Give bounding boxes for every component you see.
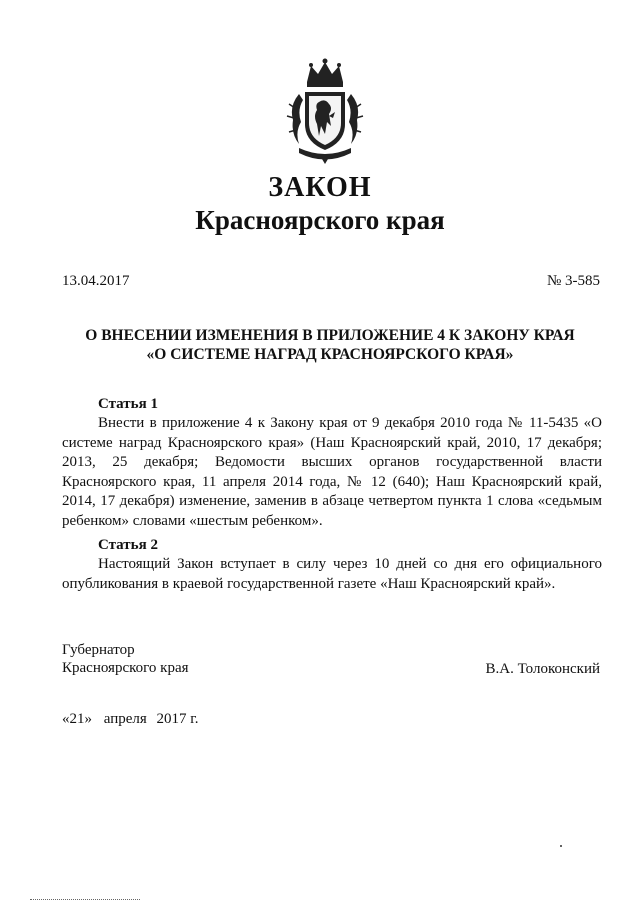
- scan-dot: [560, 845, 562, 847]
- law-heading-line-2: «О СИСТЕМЕ НАГРАД КРАСНОЯРСКОГО КРАЯ»: [146, 346, 514, 363]
- signer-position: Губернатор: [62, 642, 135, 658]
- article-2-text: Настоящий Закон вступает в силу через 10 дней со дня его официального опубликования в краевой государственной газете «Наш Красноярский край».: [62, 556, 602, 592]
- law-date: 13.04.2017: [62, 273, 130, 289]
- signing-date: [62, 711, 199, 728]
- signing-day: «21»: [62, 711, 92, 727]
- law-heading-line-1: О ВНЕСЕНИИ ИЗМЕНЕНИЯ В ПРИЛОЖЕНИЕ 4 К ЗАКОНУ КРАЯ: [85, 327, 575, 344]
- document-subtitle: Красноярского края: [195, 205, 445, 235]
- document-title: ЗАКОН: [268, 172, 372, 203]
- signing-year: 2017 г.: [156, 711, 199, 727]
- law-number: № 3-585: [546, 273, 600, 289]
- article-1-title: Статья 1: [98, 396, 158, 412]
- article-1-text: Внести в приложение 4 к Закону края от 9 декабря 2010 года № 11-5435 «О системе наград Красноярского края» (Наш Красноярский край, 2010, 17 декабря; 2013, 25 декабря; Ведомости высших органов государственной власти Красноярского края, 11 апреля 2014 года, № 12 (640); Наш Красноярский край, 2014, 17 декабря) изменение, заменив в абзаце четвертом пункта 1 слова «седьмым ребенком» словами «шестым ребенком».: [62, 415, 602, 529]
- signer-name: В.А. Толоконский: [485, 661, 600, 677]
- signer-region: Красноярского края: [62, 660, 189, 676]
- article-2-title: Статья 2: [98, 537, 158, 553]
- coat-of-arms-icon: [285, 56, 365, 168]
- signing-month: апреля: [103, 711, 147, 727]
- scan-edge-line: [30, 899, 140, 901]
